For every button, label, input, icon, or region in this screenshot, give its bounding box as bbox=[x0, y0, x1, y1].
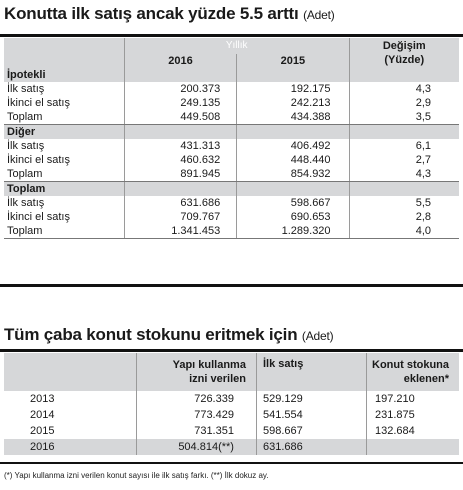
row-label: Toplam bbox=[4, 224, 124, 239]
permits-value: 504.814(**) bbox=[137, 439, 257, 455]
first-sale-value: 541.554 bbox=[256, 407, 366, 423]
row-label: İkinci el satış bbox=[7, 154, 70, 166]
table2-unit: (Adet) bbox=[301, 329, 334, 343]
table-row bbox=[4, 167, 459, 182]
bottom-rule-1 bbox=[0, 284, 463, 287]
group-header-yillik: Yıllık bbox=[124, 38, 349, 54]
stock-added-value: 231.875 bbox=[367, 407, 460, 423]
col-header-2015: 2015 bbox=[237, 54, 349, 68]
row-label: Toplam bbox=[4, 110, 124, 125]
top-rule-1 bbox=[0, 34, 463, 37]
value-2015: 854.932 bbox=[237, 167, 349, 182]
value-change: 3,5 bbox=[349, 110, 459, 125]
value-change: 2,7 bbox=[349, 153, 459, 167]
row-label: İlk satış bbox=[7, 83, 45, 95]
first-sale-value: 598.667 bbox=[256, 423, 366, 439]
value-2016: 200.373 bbox=[124, 82, 236, 96]
table-row bbox=[4, 210, 459, 224]
table1-unit: (Adet) bbox=[303, 8, 335, 22]
section-row bbox=[4, 182, 459, 197]
col-header-permits bbox=[137, 353, 257, 391]
stock-added-value bbox=[367, 439, 460, 455]
value-change: 5,5 bbox=[349, 196, 459, 210]
section-label: Diğer bbox=[4, 125, 124, 140]
year-label: 2013 bbox=[30, 393, 55, 405]
value-2015: 448.440 bbox=[237, 153, 349, 167]
table1-title-text: Konutta ilk satış ancak yüzde 5.5 arttı bbox=[4, 4, 299, 23]
value-change: 4,3 bbox=[349, 82, 459, 96]
bottom-rule-2 bbox=[0, 462, 463, 464]
value-2015: 690.653 bbox=[237, 210, 349, 224]
table2-title-text: Tüm çaba konut stokunu eritmek için bbox=[4, 325, 298, 344]
value-2015: 192.175 bbox=[237, 82, 349, 96]
permits-value: 731.351 bbox=[137, 423, 257, 439]
value-2016: 709.767 bbox=[124, 210, 236, 224]
value-2015: 1.289.320 bbox=[237, 224, 349, 239]
section-label: Toplam bbox=[4, 182, 124, 197]
row-label: İkinci el satış bbox=[7, 211, 70, 223]
value-2016: 891.945 bbox=[124, 167, 236, 182]
value-2016: 631.686 bbox=[124, 196, 236, 210]
value-change: 4,3 bbox=[349, 167, 459, 182]
col-header-change-text: Değişim (Yüzde) bbox=[382, 40, 426, 66]
col-header-2016: 2016 bbox=[124, 54, 236, 68]
year-label: 2014 bbox=[30, 409, 55, 421]
table2-title bbox=[4, 325, 333, 345]
section-row bbox=[4, 125, 459, 140]
value-change: 4,0 bbox=[349, 224, 459, 239]
value-change: 2,8 bbox=[349, 210, 459, 224]
col-header-first-sale: İlk satış bbox=[256, 353, 366, 391]
section-row bbox=[4, 68, 459, 82]
permits-value: 773.429 bbox=[137, 407, 257, 423]
first-sale-value: 631.686 bbox=[256, 439, 366, 455]
table-row bbox=[4, 423, 459, 439]
table-row bbox=[4, 407, 459, 423]
year-label: 2015 bbox=[30, 425, 55, 437]
table-row bbox=[4, 153, 459, 167]
section-label: İpotekli bbox=[4, 68, 124, 82]
value-2015: 598.667 bbox=[237, 196, 349, 210]
sales-table bbox=[4, 38, 459, 239]
table-row bbox=[4, 439, 459, 455]
group-header-row bbox=[4, 38, 459, 54]
col-header-change bbox=[349, 38, 459, 68]
stock-added-value: 132.684 bbox=[367, 423, 460, 439]
col-header-stock-added-text: Konut stokuna eklenen* bbox=[372, 359, 449, 385]
table-row bbox=[4, 196, 459, 210]
value-2015: 242.213 bbox=[237, 96, 349, 110]
sales-table-body bbox=[4, 68, 459, 239]
value-2015: 434.388 bbox=[237, 110, 349, 125]
table-row bbox=[4, 110, 459, 125]
value-2016: 449.508 bbox=[124, 110, 236, 125]
value-2016: 249.135 bbox=[124, 96, 236, 110]
table-row bbox=[4, 139, 459, 153]
table-row bbox=[4, 96, 459, 110]
table-row bbox=[4, 224, 459, 239]
col-header-permits-text: Yapı kullanma izni verilen bbox=[172, 359, 246, 385]
row-label: İlk satış bbox=[7, 197, 45, 209]
value-2016: 1.341.453 bbox=[124, 224, 236, 239]
table-row bbox=[4, 391, 459, 407]
row-label: İkinci el satış bbox=[7, 97, 70, 109]
permits-value: 726.339 bbox=[137, 391, 257, 407]
stock-table-body bbox=[4, 391, 459, 455]
footnote: (*) Yapı kullanma izni verilen konut sayısı ile ilk satış farkı. (**) İlk dokuz ay. bbox=[4, 471, 269, 480]
first-sale-value: 529.129 bbox=[256, 391, 366, 407]
value-2016: 460.632 bbox=[124, 153, 236, 167]
value-change: 6,1 bbox=[349, 139, 459, 153]
top-rule-2 bbox=[0, 349, 463, 352]
value-2015: 406.492 bbox=[237, 139, 349, 153]
value-2016: 431.313 bbox=[124, 139, 236, 153]
stock-added-value: 197.210 bbox=[367, 391, 460, 407]
row-label: Toplam bbox=[4, 167, 124, 182]
stock-header-row bbox=[4, 353, 459, 391]
col-header-stock-added bbox=[367, 353, 460, 391]
stock-table bbox=[4, 353, 459, 455]
table1-title bbox=[4, 4, 335, 24]
row-label: İlk satış bbox=[7, 140, 45, 152]
table-row bbox=[4, 82, 459, 96]
year-label: 2016 bbox=[30, 441, 55, 453]
value-change: 2,9 bbox=[349, 96, 459, 110]
